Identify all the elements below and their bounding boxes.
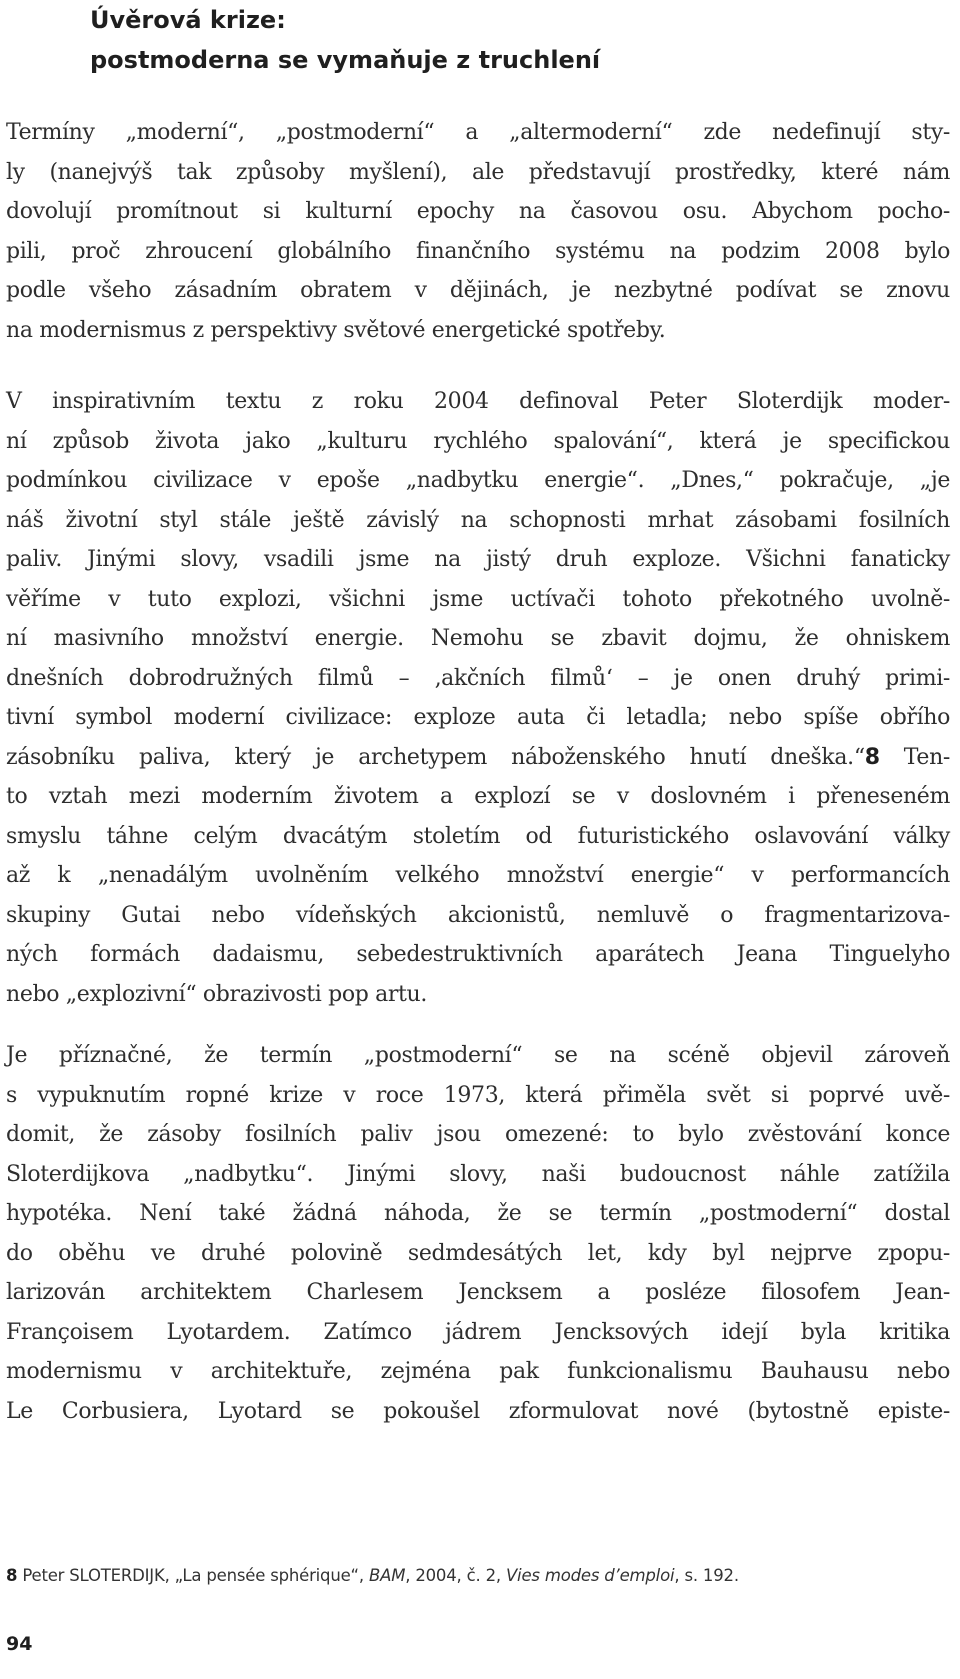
text-line-with-footnote-ref — [6, 738, 950, 778]
paragraph-3 — [6, 1036, 950, 1431]
footnote-number: 8 — [6, 1566, 18, 1585]
paragraph-1 — [6, 113, 950, 350]
text-line: podmínkou civilizace v epoše „nadbytku energie“. „Dnes,“ pokračuje, „je — [6, 468, 950, 493]
text-line: ní způsob života jako „kulturu rychlého spalování“, která je specifickou — [6, 428, 950, 454]
text-line: ly (nanejvýš tak způsoby myšlení), ale představují prostředky, které nám — [6, 159, 950, 185]
footnote-text: , s. 192. — [674, 1566, 739, 1585]
text-segment: zásobníku paliva, který je archetypem náboženského hnutí dneška.“ — [6, 744, 865, 770]
footnote-italic-title: Vies modes d’emploi — [505, 1566, 675, 1585]
heading-line-2: postmoderna se vymaňuje z truchlení — [90, 46, 601, 74]
text-line: modernismu v architektuře, zejména pak funkcionalismu Bauhausu nebo — [6, 1359, 950, 1384]
text-segment: Ten- — [879, 744, 950, 770]
text-line: s vypuknutím ropné krize v roce 1973, která přiměla svět si poprvé uvě- — [6, 1082, 950, 1108]
text-line: tivní symbol moderní civilizace: exploze auta či letadla; nebo spíše obřího — [6, 705, 950, 730]
text-line: podle všeho zásadním obratem v dějinách, je nezbytné podívat se znovu — [6, 278, 950, 303]
text-line: věříme v tuto explozi, všichni jsme uctívači tohoto překotného uvolně- — [6, 586, 950, 612]
footnote-text: Peter SLOTERDIJK, „La pensée sphérique“, — [17, 1566, 369, 1585]
footnote-italic-title: BAM — [368, 1566, 406, 1585]
text-line: až k „nenadálým uvolněním velkého množství energie“ v performancích — [6, 863, 950, 888]
text-line: náš životní styl stále ještě závislý na schopnosti mrhat zásobami fosilních — [6, 507, 950, 533]
text-line: nebo „explozivní“ obrazivosti pop artu. — [6, 981, 428, 1007]
paragraph-2 — [6, 382, 950, 1014]
text-line: na modernismus z perspektivy světové energetické spotřeby. — [6, 317, 666, 343]
text-line: Le Corbusiera, Lyotard se pokoušel zformulovat nové (bytostně episte- — [6, 1398, 950, 1424]
text-line: smyslu táhne celým dvacátým stoletím od futuristického oslavování války — [6, 823, 950, 849]
text-line: skupiny Gutai nebo vídeňských akcionistů, nemluvě o fragmentarizova- — [6, 902, 950, 928]
heading-line-1: Úvěrová krize: — [90, 6, 286, 34]
footnote — [6, 1564, 950, 1588]
text-line: do oběhu ve druhé polovině sedmdesátých let, kdy byl nejprve zpopu- — [6, 1240, 950, 1266]
text-line: Je příznačné, že termín „postmoderní“ se na scéně objevil zároveň — [6, 1043, 950, 1068]
chapter-heading — [90, 0, 910, 80]
text-line: ných formách dadaismu, sebedestruktivních aparátech Jeana Tinguelyho — [6, 942, 950, 967]
text-line: dovolují promítnout si kulturní epochy na časovou osu. Abychom pocho- — [6, 199, 950, 224]
text-line: Sloterdijkova „nadbytku“. Jinými slovy, naši budoucnost náhle zatížila — [6, 1161, 950, 1187]
text-line: paliv. Jinými slovy, vsadili jsme na jistý druh exploze. Všichni fanaticky — [6, 547, 950, 572]
footnote-text: , 2004, č. 2, — [405, 1566, 506, 1585]
footnote-reference[interactable]: 8 — [864, 744, 880, 770]
text-line: Termíny „moderní“, „postmoderní“ a „altermoderní“ zde nedefinují sty- — [6, 120, 950, 145]
text-line: dnešních dobrodružných filmů – ‚akčních filmů‘ – je onen druhý primi- — [6, 665, 950, 691]
page-number: 94 — [6, 1633, 33, 1655]
text-line: larizován architektem Charlesem Jencksem a posléze filosofem Jean- — [6, 1280, 950, 1305]
text-line: ní masivního množství energie. Nemohu se zbavit dojmu, že ohniskem — [6, 626, 950, 651]
text-line: hypotéka. Není také žádná náhoda, že se termín „postmoderní“ dostal — [6, 1201, 950, 1226]
text-line: to vztah mezi moderním životem a explozí se v doslovném i přeneseném — [6, 784, 950, 809]
text-line: V inspirativním textu z roku 2004 definoval Peter Sloterdijk moder- — [6, 389, 950, 414]
text-line: pili, proč zhroucení globálního finančního systému na podzim 2008 bylo — [6, 238, 950, 264]
text-line: Françoisem Lyotardem. Zatímco jádrem Jencksových idejí byla kritika — [6, 1319, 950, 1345]
text-line: domit, že zásoby fosilních paliv jsou omezené: to bylo zvěstování konce — [6, 1122, 950, 1147]
